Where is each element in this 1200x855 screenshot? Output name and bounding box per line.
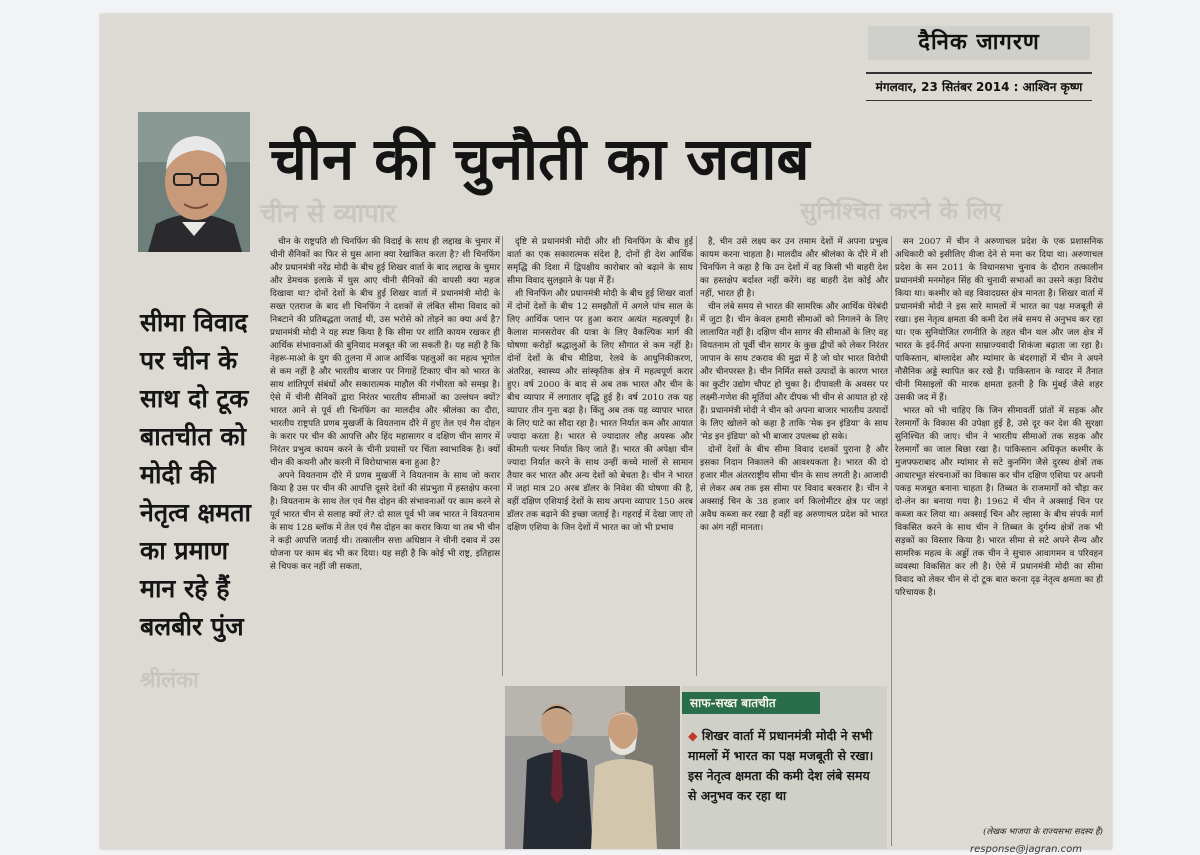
diamond-bullet-icon: ◆ <box>688 728 698 743</box>
paragraph: चीन लंबे समय से भारत की सामरिक और आर्थिक घेरेबंदी में जुटा है। चीन केवल हमारी सीमाओं को निगलने के लिए लालायित नहीं है। दक्षिण चीन सागर की सीमाओं के लिए वह वियतनाम तो पूर्वी चीन सागर के कुछ द्वीपों को लेकर निरंतर जापान के साथ टकराव की मुद्रा में है जो घोर भारत विरोधी और चीनपरस्त है। चीन निर्मित सस्ते उत्पादों के कारण भारत का कुटीर उद्योग चौपट हो चुका है। दीपावली के अवसर पर लक्ष्मी-गणेश की मूर्तियां और दीपक भी चीन से आयात हो रहे हैं। प्रधानमंत्री मोदी ने चीन को अपना बाजार भारतीय उत्पादों के लिए खोलने को कहा है ताकि 'मेक इन इंडिया' के साथ 'मेड इन इंडिया' को भी बाजार उपलब्ध हो सके। <box>700 302 888 442</box>
highlight-text <box>688 726 882 806</box>
paragraph: दृष्टि से प्रधानमंत्री मोदी और शी चिनफिंग के बीच हुई वार्ता का एक सकारात्मक संदेश है, दोनों ही देश आर्थिक समृद्धि की दिशा में द्विपक्षीय कारोबार को बढ़ाने के साथ सीमा विवाद सुलझाने के पक्ष में हैं। <box>507 237 693 286</box>
response-email: response@jagran.com <box>970 844 1083 855</box>
article-column-1 <box>270 236 500 849</box>
article-column-2 <box>507 236 693 684</box>
newspaper-page <box>100 14 1112 855</box>
paragraph: दोनों देशों के बीच सीमा विवाद दशकों पुराना है और इसका निदान निकालने की आवश्यकता है। भारत की दो हजार मील अंतरराष्ट्रीय सीमा चीन के साथ लगती है। आजादी से लेकर अब तक इस सीमा पर विवाद बरकरार है। चीन ने अक्साई चिन के 38 हजार वर्ग किलोमीटर क्षेत्र पर जहां अवैध कब्जा कर रखा है वहीं वह अरुणाचल प्रदेश को भारत का अंग नहीं मानता। <box>700 445 888 533</box>
paragraph: चीन के राष्ट्रपति शी चिनफिंग की विदाई के साथ ही लद्दाख के चुमार में चीनी सैनिकों का फिर से घुस आना क्या रेखांकित करता है? शी चिनफिंग और प्रधानमंत्री नरेंद्र मोदी के बीच हुई शिखर वार्ता के बाद लद्दाख के चुमार और डेमचक इलाके में घुस आए चीनी सैनिकों की वापसी क्या महज दिखावा था? दोनों देशों के बीच हुई शिखर वार्ता में प्रधानमंत्री मोदी के सख्त एतराज के बाद शी चिनफिंग ने दशकों से लंबित सीमा विवाद को निबटाने की प्रतिबद्धता जताई थी, उस भरोसे को तोड़ने का क्या अर्थ है? प्रधानमंत्री मोदी ने यह स्पष्ट किया है कि सीमा पर शांति कायम रखकर ही आर्थिक संभावनाओं की बुनियाद मजबूत की जा सकती है। यह सही है कि नेहरू-माओ के युग की तुलना में आज आर्थिक पहलुओं का महत्व भूगोल से कम नहीं है और भारतीय बाजार पर निगाहें टिकाए चीन को भारत के साथ शांतिपूर्ण संबंधों और सकारात्मक माहौल की गंभीरता को समझ है। ऐसे में चीनी सैनिकों द्वारा निरंतर भारतीय सीमाओं का उल्लंघन क्यों? भारत आने से पूर्व शी चिनफिंग का मालदीव और श्रीलंका का दौरा, भारतीय राष्ट्रपति प्रणब मुखर्जी के वियतनाम दौरे में हुए तेल एवं गैस दोहन के करार पर चीन की आपत्ति और हिंद महासागर व दक्षिण चीन सागर में निरंतर प्रभुत्व कायम करने के चीनी प्रयासों पर चिंता स्वाभाविक है। क्यों चीन की कथनी और करनी में विरोधाभास बना हुआ है? <box>270 237 500 468</box>
article-column-4 <box>895 236 1103 826</box>
show-through-text: श्रीलंका <box>140 668 199 693</box>
paragraph: अपने वियतनाम दौरे में प्रणब मुखर्जी ने वियतनाम के साथ जो करार किया है उस पर चीन की आपत्ति दूसरे देशों की संप्रभुता में हस्तक्षेप करना है। वियतनाम के साथ तेल एवं गैस दोहन की संभावनाओं पर काम करने से पूर्व भारत चीन से सलाह क्यों ले? दो साल पूर्व भी जब भारत ने वियतनाम के साथ 128 ब्लॉक में तेल एवं गैस दोहन का करार किया था तब भी चीन ने कड़ी आपत्ति जताई थी। तत्कालीन सत्ता अधिष्ठान ने चीनी दबाव में उस योजना पर काम बंद भी कर दिया। यह सही है कि कोई भी राष्ट्र, इतिहास से चिपक कर नहीं जी सकता, <box>270 471 500 572</box>
article-column-3 <box>700 236 888 684</box>
highlight-box <box>682 686 887 849</box>
pull-quote <box>140 304 262 646</box>
headline: चीन की चुनौती का जवाब <box>270 125 810 193</box>
show-through-text: सुनिश्चित करने के लिए <box>800 197 1002 225</box>
paragraph: है, चीन उसे लक्ष्य कर उन तमाम देशों में अपना प्रभुत्व कायम करना चाहता है। मालदीव और श्रीलंका के दौरे में शी चिनफिंग ने कहा है कि उन देशों में वह किसी भी बाहरी देश का हस्तक्षेप बर्दाश्त नहीं करेंगे। वह बाहरी देश कोई और नहीं, भारत ही है। <box>700 237 888 299</box>
masthead <box>866 24 1092 104</box>
highlight-title: साफ-सख्त बातचीत <box>682 692 820 714</box>
column-divider <box>696 236 697 676</box>
paragraph: शी चिनफिंग और प्रधानमंत्री मोदी के बीच हुई शिखर वार्ता में दोनों देशों के बीच 12 समझौतों में अगले पांच साल के लिए आर्थिक प्लान पर हुआ करार अत्यंत महत्वपूर्ण है। कैलाश मानसरोवर की यात्रा के लिए वैकल्पिक मार्ग की घोषणा करोड़ों श्रद्धालुओं के लिए सौगात से कम नहीं है। दोनों देशों के बीच मीडिया, रेलवे के आधुनिकीकरण, अंतरिक्ष, स्वास्थ्य और सांस्कृतिक क्षेत्र में महत्वपूर्ण करार हुए। वर्ष 2000 के बाद से अब तक भारत और चीन के बीच व्यापार में लगातार वृद्धि हुई है। वर्ष 2010 तक यह व्यापार तीन गुना बढ़ा है। किंतु अब तक यह व्यापार भारत के लिए घाटे का सौदा रहा है। भारत निर्यात कम और आयात ज्यादा करता है। भारत से ज्यादातर लौह अयस्क और कीमती पत्थर निर्यात किए जाते हैं। भारत की अपेक्षा चीन ज्यादा निर्यात करने के साथ उन्हीं कच्चे मालों से सामान तैयार कर भारत और अन्य देशों को बेचता है। चीन ने भारत में जहां मात्र 20 अरब डॉलर के निवेश की घोषणा की है, वहीं दक्षिण एशियाई देशों के साथ अपना व्यापार 150 अरब डॉलर तक बढ़ाने की इच्छा जताई है। गहराई में देखा जाए तो दक्षिण एशिया के जिन देशों में भारत का जो भी प्रभाव <box>507 289 693 533</box>
author-credit: (लेखक भाजपा के राज्यसभा सदस्य हैं) <box>983 827 1103 837</box>
column-divider <box>891 236 892 846</box>
paragraph: सन 2007 में चीन ने अरुणाचल प्रदेश के एक प्रशासनिक अधिकारी को इसीलिए वीजा देने से मना कर दिया था। अरुणाचल प्रदेश के सन 2011 के विधानसभा चुनाव के दौरान तत्कालीन प्रधानमंत्री मनमोहन सिंह की चुनावी सभाओं का उसने कड़ा विरोध किया था। कश्मीर को वह विवादग्रस्त क्षेत्र मानता है। शिखर वार्ता में प्रधानमंत्री मोदी ने इस सारे मामलों में भारत का पक्ष मजबूती से रखा। इस नेतृत्व क्षमता की कमी देश लंबे समय से अनुभव कर रहा था। एक सुनियोजित रणनीति के तहत चीन थल और जल क्षेत्र में भारत के इर्द-गिर्द अपना साम्राज्यवादी शिकंजा बढ़ाता जा रहा है। पाकिस्तान, बांग्लादेश और म्यांमार के बंदरगाहों में चीन ने अपने नौसैनिक अड्डे स्थापित कर रखे हैं। पाकिस्तान के ग्वादर में तैनात चीनी मिसाइलों की मारक क्षमता इतनी है कि मुंबई जैसे शहर उसकी जद में हैं। <box>895 237 1103 403</box>
author-name: बलबीर पुंज <box>140 612 244 641</box>
show-through-text: चीन से व्यापार <box>260 199 397 229</box>
paragraph: भारत को भी चाहिए कि जिन सीमावर्ती प्रांतों में सड़क और रेलमार्गों के विकास की उपेक्षा हुई है, उसे दूर कर देश की सुरक्षा सुनिश्चित की जाए। चीन ने भारतीय सीमाओं तक सड़क और रेलमार्गों का जाल बिछा रखा है। पाकिस्तान अधिकृत कश्मीर के मुजफ्फराबाद और म्यांमार से सटे कुनमिंग जैसे दुरस्थ क्षेत्रों तक आधारभूत संरचनाओं का विकास कर चीन दक्षिण एशिया पर अपनी पकड़ मजबूत बनाना चाहता है। तिब्बत के राजमार्गों को चौड़ा कर दो-लेन का बनाया गया है। 1962 में चीन ने अक्साई चिन पर कब्जा कर लिया था। अक्साई चिन और ल्हासा के बीच संपर्क मार्ग विकसित करने के साथ चीन ने तिब्बत के दुर्गम्य क्षेत्रों तक भी सड़कों का विस्तार किया है। भारत सीमा से सटे अपने सैन्य और सामरिक महत्व के अड्डों तक चीन ने सुचारु आवागमन व परिवहन व्यवस्था विकसित कर ली है। ऐसे में प्रधानमंत्री मोदी का सीमा विवाद को लेकर चीन से दो टूक बात करना दृढ़ नेतृत्व क्षमता का ही परिचायक है। <box>895 406 1103 598</box>
issue-date: मंगलवार, 23 सितंबर 2014 : आश्विन कृष्ण <box>866 72 1092 101</box>
author-photo <box>138 112 250 252</box>
leaders-photo <box>505 686 680 849</box>
pull-quote-text: सीमा विवाद पर चीन के साथ दो टूक बातचीत को मोदी की नेतृत्व क्षमता का प्रमाण मान रहे हैं <box>140 308 251 603</box>
newspaper-name: दैनिक जागरण <box>868 26 1090 60</box>
column-divider <box>502 236 503 676</box>
highlight-body: शिखर वार्ता में प्रधानमंत्री मोदी ने सभी मामलों में भारत का पक्ष मजबूती से रखा। इस नेतृत्व क्षमता की कमी देश लंबे समय से अनुभव कर रहा था <box>688 728 874 803</box>
